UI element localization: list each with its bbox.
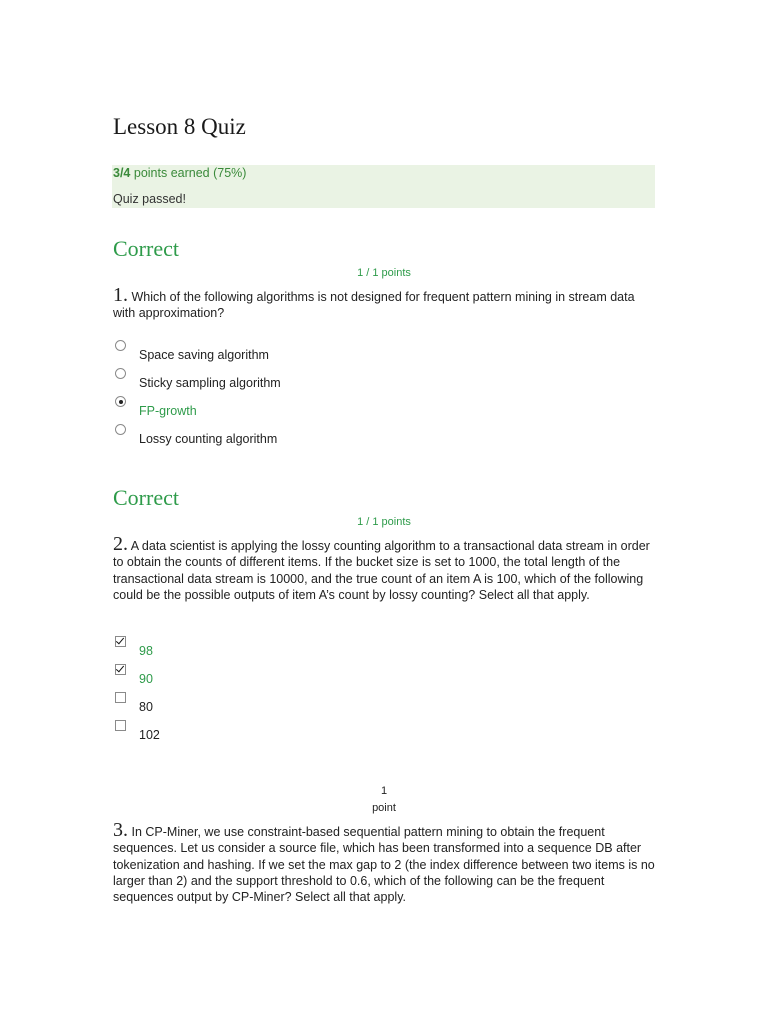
question-1-points: 1 / 1 points	[357, 267, 411, 279]
question-2-number: 2.	[113, 533, 128, 555]
radio-button[interactable]	[115, 340, 126, 351]
option-label: 102	[139, 728, 160, 742]
points-earned	[113, 166, 246, 180]
question-2-option-3[interactable]	[113, 692, 513, 716]
score-summary	[112, 165, 655, 208]
option-label-correct: 98	[139, 644, 153, 658]
option-label: Sticky sampling algorithm	[139, 376, 281, 390]
question-1-status: Correct	[113, 236, 179, 261]
question-1	[113, 284, 658, 322]
checkbox-checked[interactable]	[115, 636, 126, 647]
radio-button[interactable]	[115, 368, 126, 379]
quiz-status: Quiz passed!	[113, 192, 186, 206]
option-label: 80	[139, 700, 153, 714]
question-2-status: Correct	[113, 485, 179, 510]
radio-button[interactable]	[115, 424, 126, 435]
question-2-option-2[interactable]	[113, 664, 513, 688]
question-2-points: 1 / 1 points	[357, 516, 411, 528]
question-2-option-1[interactable]	[113, 636, 513, 660]
question-1-option-4[interactable]	[113, 424, 513, 448]
option-label: Space saving algorithm	[139, 348, 269, 362]
question-1-option-1[interactable]	[113, 340, 513, 364]
checkbox[interactable]	[115, 692, 126, 703]
question-3-points-unit: point	[372, 802, 396, 814]
checkbox-checked[interactable]	[115, 664, 126, 675]
checkbox[interactable]	[115, 720, 126, 731]
question-1-option-3[interactable]	[113, 396, 513, 420]
question-3-points-value: 1	[380, 785, 388, 797]
question-2-option-4[interactable]	[113, 720, 513, 744]
question-2-text: A data scientist is applying the lossy counting algorithm to a transactional data stream in order to obtain the counts of different items. If the bucket size is set to 1000, the total length of the transactional data stream is 10000, and the true count of an item A is 100, which of the following could be the possible outputs of item A’s count by lossy counting? Select all that apply.	[113, 539, 650, 602]
option-label-correct: FP-growth	[139, 404, 197, 418]
question-1-text: Which of the following algorithms is not designed for frequent pattern mining in stream data with approximation?	[113, 290, 635, 321]
question-3-text: In CP-Miner, we use constraint-based sequential pattern mining to obtain the frequent sequences. Let us consider a source file, which has been transformed into a sequence DB after tokenization and hashing. If we set the max gap to 2 (the index difference between two items is no larger than 2) and the support threshold to 0.6, which of the following can be the frequent sequences output by CP-Miner? Select all that apply.	[113, 825, 655, 905]
question-3	[113, 819, 658, 905]
question-2	[113, 533, 658, 603]
points-earned-value: 3/4	[113, 166, 131, 180]
radio-button-selected[interactable]	[115, 396, 126, 407]
question-1-option-2[interactable]	[113, 368, 513, 392]
points-earned-text: points earned (75%)	[133, 166, 247, 180]
question-3-number: 3.	[113, 819, 128, 841]
option-label-correct: 90	[139, 672, 153, 686]
option-label: Lossy counting algorithm	[139, 432, 278, 446]
page-title: Lesson 8 Quiz	[113, 114, 246, 139]
question-1-number: 1.	[113, 284, 128, 306]
